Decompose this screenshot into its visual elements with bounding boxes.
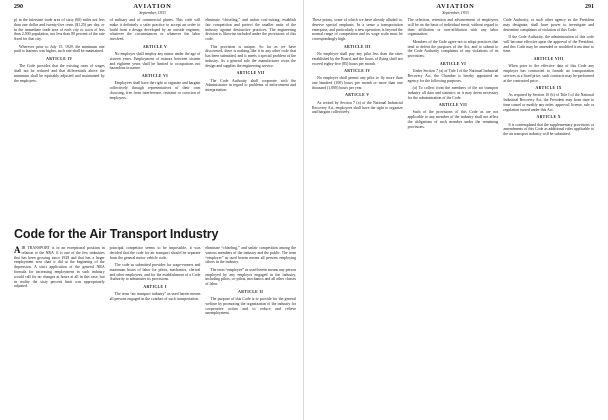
- article-headline: Code for the Air Transport Industry: [14, 227, 219, 241]
- paragraph: (a) To collect from the members of the air transport industry all data and statistics as it may deem necessary for the administration of the Code.: [407, 85, 499, 100]
- paragraph: Under Section 7 (a) of Title I of the National Industrial Recovery Act, the Chamber is hereby appointed an agency for the following purposes.: [407, 68, 499, 83]
- right-page-header: [312, 4, 594, 18]
- paragraph: of military and of commercial planes. This code will make it definitely a safer practice to accept an order to build from a design developed by an outside engineer, whatever the circumstances or whatever the labor involved.: [109, 18, 201, 42]
- paragraph: principal competitor seems to be impossible, it was decided that the code for air transport should be separate from the general motor vehicle code.: [109, 246, 201, 260]
- paragraph: No employer shall employ any minor under the age of sixteen years. Employment of minors between sixteen and eighteen years shall be limited to occupations not hazardous in nature.: [109, 51, 201, 71]
- article-heading: ARTICLE VII: [236, 71, 265, 76]
- paragraph: Employees shall have the right to organize and bargain collectively through representatives of their own choosing, free from interference, restraint or coercion of employers.: [109, 81, 201, 100]
- masthead-title: AVIATION: [436, 3, 475, 10]
- paragraph: The selection, retention and advancement of employees will be on the basis of individual merit, without regard to their affiliation or non-affiliation with any labor organization.: [407, 18, 499, 37]
- bottom-article-columns: [14, 246, 296, 420]
- top-article-columns: [14, 18, 296, 223]
- paragraph: No employer shall permit any pilot to fly more than one hundred (100) hours per month or more than one thousand (1,000) hours per year.: [312, 76, 403, 90]
- article-heading: ARTICLE III: [343, 44, 371, 49]
- paragraph: The term “employee” as used herein means any person employed by any employer engaged in the industry, including pilots, co-pilots, mechanics and all other classes of labor.: [205, 267, 296, 287]
- paragraph: Such of the provisions of this Code as are not applicable to any member of the industry shall not affect the obligations of such member under the remaining provisions.: [407, 110, 499, 129]
- text-column: [503, 18, 594, 418]
- article-heading: ARTICLE X: [536, 115, 561, 120]
- article-heading: ARTICLE I: [143, 284, 167, 289]
- article-heading: ARTICLE IX: [535, 85, 562, 90]
- paragraph: This provision is unique. So far as we have discovered, there is nothing like it in any other code that has been submitted, and it meets a special problem of the industry. As a general rule the manufacturer owns the design and supplies the engineering service.: [205, 44, 296, 68]
- paragraph-text: IR TRANSPORT is in an exceptional position in relation to the NRA. It is one of the few industries that has been growing since 1929 and that has a larger employment now than it did at the beginning of the depression. A strict application of the general NRA formula for increasing employment in such industry would call for no changes at hours at all in this case, but in reality the sixty percent limit was appropriately adjusted.: [14, 246, 105, 289]
- paragraph: As recited by Section 7 (a) of the National Industrial Recovery Act, employees shall have the right to organize and bargain collectively.: [312, 100, 403, 115]
- article-heading: ARTICLE VI: [439, 61, 467, 66]
- paragraph: If the Code Authority, the administration of this code will become effective upon the approval of the President, and this Code may be amended or modified from time to time.: [503, 34, 594, 54]
- text-column: [14, 18, 105, 223]
- article-heading: ARTICLE IV: [46, 56, 73, 61]
- paragraph: These points, some of which we have already alluded to, deserve special emphasis. In a sense a transportation enterprise, and particularly a new operation, is beyond the normal range of competition and its wage scale must be correspondingly high.: [312, 18, 403, 42]
- page-number: 290: [14, 4, 23, 10]
- paragraph: [14, 246, 105, 289]
- article-heading: ARTICLE VI: [141, 73, 169, 78]
- paragraph: The Code provides that the existing rates of wages shall not be reduced and that differentials above the minimum shall be equitably adjusted and maintained by the employers.: [14, 64, 105, 83]
- paragraph: As required by Section 10 (b) of Title I of the National Industrial Recovery Act, the President may from time to time cancel or modify any order, approval, license, rule or regulation issued under this Act.: [503, 93, 594, 112]
- text-column: [312, 18, 403, 418]
- paragraph: eliminate “chiseling,” and unfair competition among the various members of the industry and the public. The term “employer” as used herein means all persons employing others in the industry.: [205, 246, 296, 265]
- masthead-title: AVIATION: [133, 3, 172, 10]
- text-column: [110, 246, 201, 420]
- article-heading: ARTICLE IV: [344, 68, 371, 73]
- masthead: [436, 4, 474, 15]
- paragraph: Members of the Code agree not to adopt practices that tend to defeat the purposes of the Act, and to submit to the Code Authority complaints of any violations of its provisions.: [407, 39, 499, 59]
- text-column: [408, 18, 499, 418]
- paragraph: eliminate “chiseling,” and unfair cost-cutting, establish fair competition and protect the smaller units of the industry against destructive practices. The engineering division is likewise included under the provisions of this code.: [205, 18, 296, 42]
- text-column: [205, 18, 296, 223]
- paragraph: The term “air transport industry” as used herein means all persons engaged in the conduct of such transportation.: [109, 292, 201, 301]
- left-page-header: [14, 4, 296, 18]
- article-heading: ARTICLE II: [238, 289, 264, 294]
- masthead-date: September, 1933: [139, 9, 166, 15]
- paragraph: It is contemplated that the supplementary provisions or amendments of this Code as additional rules applicable to the air transport industry will be submitted.: [503, 122, 594, 137]
- paragraph: Wherever prior to July 15, 1929, the minimum rate paid to learners was higher, such rate shall be maintained.: [14, 44, 105, 54]
- right-page: [304, 0, 608, 420]
- paragraph: p) in the interstate trade area of sixty (60) miles not less than one dollar and twenty-five cents ($1.25) per day, or in the immediate trade area of each city or town of less than 2,500 population, not less than 80 percent of the rate fixed for that city.: [14, 18, 105, 42]
- masthead: [133, 4, 171, 15]
- article-heading: ARTICLE VII: [438, 102, 468, 107]
- article-columns: [312, 18, 594, 418]
- paragraph: The code as submitted provides for wage-earners and maximum hours of labor for pilots, mechanics, clerical and other employees, and for the establishment of a Code Authority to administer its provisions.: [109, 262, 201, 282]
- drop-cap: A: [14, 246, 21, 255]
- paragraph: Code Authority, or such other agency as the President may designate, shall have power to investigate and determine complaints of violation of this Code.: [503, 18, 594, 32]
- article-heading: ARTICLE V: [142, 44, 168, 49]
- text-column: [14, 246, 105, 420]
- paragraph: The Code Authority shall cooperate with the Administrator in regard to problems of enforcement and interpretation.: [205, 78, 296, 93]
- article-heading: ARTICLE VIII: [533, 56, 564, 61]
- page-number: 291: [585, 4, 594, 10]
- paragraph: No employer shall pay any pilot less than the rates established by the Board, and the hours of flying shall not exceed eighty-five (85) hours per month.: [312, 51, 403, 66]
- masthead-date: September, 1933: [442, 9, 469, 15]
- article-heading: ARTICLE V: [345, 93, 370, 98]
- text-column: [110, 18, 201, 223]
- text-column: [205, 246, 296, 420]
- paragraph: The purpose of this Code is to provide for the general welfare by promoting the organization of the industry for cooperative action and to reduce and relieve unemployment.: [205, 296, 296, 316]
- paragraph: When prior to the effective date of this Code any employer has contracted to furnish air transportation services at a fixed price, such contracts may be performed at the contracted price.: [503, 64, 594, 83]
